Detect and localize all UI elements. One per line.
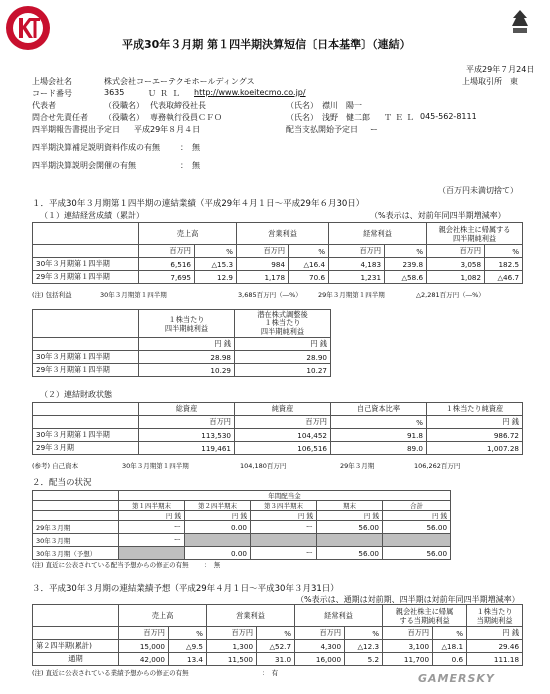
section1-sub1: （１）連結経営成績（累計） [40, 211, 144, 220]
col-equity-ratio: 自己資本比率 [331, 403, 427, 416]
comprehensive-value-2: △2,281百万円（―%） [416, 291, 485, 299]
forecast-table: 売上高 営業利益 経常利益 親会社株主に帰属 する当期純利益 １株当たり 当期純利益 百万円 % 百万円 % 百万円 % 百万円 % 円 銭 第２四半期(累計) 15,000 △9.5 1,300 △52.7 4,300 △12.3 3,100 △18.1 29.46 通期 42,000 13.4 11,500 31.0 16,000 5.2 11,700 0.6 111.18 [32, 604, 523, 666]
watermark: GAMERSKY [418, 672, 495, 685]
company-url-link[interactable]: http://www.koeitecmo.co.jp/ [194, 88, 306, 97]
contact-title-label: （役職名） [104, 113, 144, 122]
table-row: 29年３月期 ー 0.00 ー 56.00 56.00 [33, 521, 451, 534]
equity-period-2: 29年３月期 [340, 462, 375, 470]
stock-code: 3635 [104, 88, 125, 97]
table-row: 29年３月期第１四半期 10.29 10.27 [33, 364, 331, 377]
code-label: コード番号 [32, 89, 72, 98]
section3-note: （%表示は、通期は対前期、四半期は対前年同四半期増減率） [296, 595, 520, 604]
section1-sub1-note: （%表示は、対前年同四半期増減率） [370, 211, 506, 220]
unit-cell: 百万円 [139, 245, 195, 258]
col-total-assets: 総資産 [139, 403, 235, 416]
financial-position-table: 総資産 純資産 自己資本比率 １株当たり純資産 百万円 百万円 % 円 銭 30年３月期第１四半期 113,530 104,452 91.8 986.72 29年３月期 119,461 106,516 89.0 1,007.28 [32, 402, 523, 455]
table-row: 30年３月期第１四半期 28.98 28.90 [33, 351, 331, 364]
col-diluted-eps: 潜在株式調整後 １株当たり 四半期純利益 [235, 310, 331, 338]
contact-label: 問合せ先責任者 [32, 113, 88, 122]
table-row: 30年３月期 ー [33, 534, 451, 547]
col-q1-end: 第１四半期末 [119, 501, 185, 511]
rep-label: 代表者 [32, 101, 56, 110]
report-date: 平成29年７月24日 [466, 65, 535, 74]
forecast-col-sales: 売上高 [119, 605, 207, 627]
rep-title: 代表取締役社長 [150, 101, 206, 110]
operating-results-table: 売上高 営業利益 経常利益 親会社株主に帰属する 四半期純利益 百万円 % 百万円 % 百万円 % 百万円 % 30年３月期第１四半期 6,516 △15.3 984 △16.4 4,183 239.8 3,058 182.5 29年３月期第１四半期 7,695 12.9 1,178 70.6 1,231 △58.6 1,082 △46.7 [32, 222, 523, 284]
company-name: 株式会社コーエーテクモホールディングス [104, 77, 255, 86]
comprehensive-period-2: 29年３月期第１四半期 [318, 291, 385, 299]
col-net-income: 親会社株主に帰属する 四半期純利益 [427, 223, 523, 245]
page-title: 平成30年３月期 第１四半期決算短信〔日本基準〕（連結） [122, 38, 411, 51]
col-eps: １株当たり 四半期純利益 [139, 310, 235, 338]
col-q2-end: 第２四半期末 [185, 501, 251, 511]
comprehensive-label: (注) 包括利益 [32, 291, 72, 299]
section1-heading: １．平成30年３月期第１四半期の連結業績（平成29年４月１日～平成29年６月30日） [32, 199, 365, 209]
tel-label: ＴＥＬ [384, 113, 417, 122]
dividend-value: ー [370, 125, 378, 134]
crest-icon [510, 8, 530, 36]
table-row: 30年３月期（予想） 0.00 ー 56.00 56.00 [33, 547, 451, 560]
col-bps: １株当たり純資産 [427, 403, 523, 416]
col-sales: 売上高 [139, 223, 237, 245]
table-row: 29年３月期 119,461 106,516 89.0 1,007.28 [33, 442, 523, 455]
forecast-footnote-value: ： 有 [262, 669, 279, 677]
stock-exchange: 上場取引所 東 [462, 77, 518, 86]
comprehensive-value-1: 3,685百万円（―%） [238, 291, 302, 299]
comprehensive-period-1: 30年３月期第１四半期 [100, 291, 167, 299]
equity-label: (参考) 自己資本 [32, 462, 79, 470]
dividend-label: 配当支払開始予定日 [286, 125, 358, 134]
url-label: ＵＲＬ [148, 89, 184, 98]
forecast-col-operating-income: 営業利益 [207, 605, 295, 627]
dividend-table: 年間配当金 第１四半期末 第２四半期末 第３四半期末 期末 合計 円 銭 円 銭 円 銭 円 銭 円 銭 29年３月期 ー 0.00 ー 56.00 56.00 30年３月期 ー 30年３月期（予想） 0.00 ー 56.00 56.00 [32, 490, 451, 560]
meeting-label: 四半期決算説明会開催の有無 [32, 161, 136, 170]
col-ordinary-income: 経常利益 [329, 223, 427, 245]
contact-name: 浅野 健二郎 [322, 113, 370, 122]
equity-value-2: 106,262百万円 [414, 462, 461, 470]
annual-dividend-header: 年間配当金 [119, 491, 451, 501]
table-row: 第２四半期(累計) 15,000 △9.5 1,300 △52.7 4,300 △12.3 3,100 △18.1 29.46 [33, 640, 523, 653]
col-q3-end: 第３四半期末 [251, 501, 317, 511]
forecast-col-ordinary-income: 経常利益 [295, 605, 383, 627]
meeting-value: ： 無 [180, 161, 200, 170]
contact-name-label: （氏名） [286, 113, 318, 122]
table-row: 通期 42,000 13.4 11,500 31.0 16,000 5.2 11,700 0.6 111.18 [33, 653, 523, 666]
table-row: 30年３月期第１四半期 6,516 △15.3 984 △16.4 4,183 239.8 3,058 182.5 [33, 258, 523, 271]
table-row: 30年３月期第１四半期 113,530 104,452 91.8 986.72 [33, 429, 523, 442]
equity-value-1: 104,180百万円 [240, 462, 287, 470]
col-total: 合計 [383, 501, 451, 511]
contact-title: 専務執行役員ＣＦＯ [150, 113, 222, 122]
tel-number: 045-562-8111 [420, 112, 477, 121]
material-value: ： 無 [180, 143, 200, 152]
forecast-col-eps: １株当たり 当期純利益 [467, 605, 523, 627]
forecast-col-net-income: 親会社株主に帰属 する当期純利益 [383, 605, 467, 627]
equity-period-1: 30年３月期第１四半期 [122, 462, 189, 470]
eps-table: １株当たり 四半期純利益 潜在株式調整後 １株当たり 四半期純利益 円 銭 円 銭 30年３月期第１四半期 28.98 28.90 29年３月期第１四半期 10.29 10.27 [32, 309, 331, 377]
unit-note: （百万円未満切捨て） [438, 186, 518, 195]
col-operating-income: 営業利益 [237, 223, 329, 245]
material-label: 四半期決算補足説明資料作成の有無 [32, 143, 160, 152]
col-year-end: 期末 [317, 501, 383, 511]
col-net-assets: 純資産 [235, 403, 331, 416]
report-label: 四半期報告書提出予定日 [32, 125, 120, 134]
rep-name: 襟川 陽一 [322, 101, 362, 110]
dividend-note: (注) 直近に公表されている配当予想からの修正の有無 [32, 561, 189, 569]
rep-name-label: （氏名） [286, 101, 318, 110]
table-corner [33, 223, 139, 245]
forecast-footnote: (注) 直近に公表されている業績予想からの修正の有無 [32, 669, 189, 677]
company-name-label: 上場会社名 [32, 77, 72, 86]
dividend-note-value: ： 無 [204, 561, 221, 569]
report-date-value: 平成29年８月４日 [134, 125, 201, 134]
rep-title-label: （役職名） [104, 101, 144, 110]
koei-tecmo-logo [4, 4, 52, 52]
table-row: 29年３月期第１四半期 7,695 12.9 1,178 70.6 1,231 △58.6 1,082 △46.7 [33, 271, 523, 284]
section1-sub2: （２）連結財政状態 [40, 390, 112, 399]
section3-heading: ３．平成30年３月期の連結業績予想（平成29年４月１日～平成30年３月31日） [32, 584, 339, 594]
section2-heading: ２．配当の状況 [32, 478, 92, 488]
